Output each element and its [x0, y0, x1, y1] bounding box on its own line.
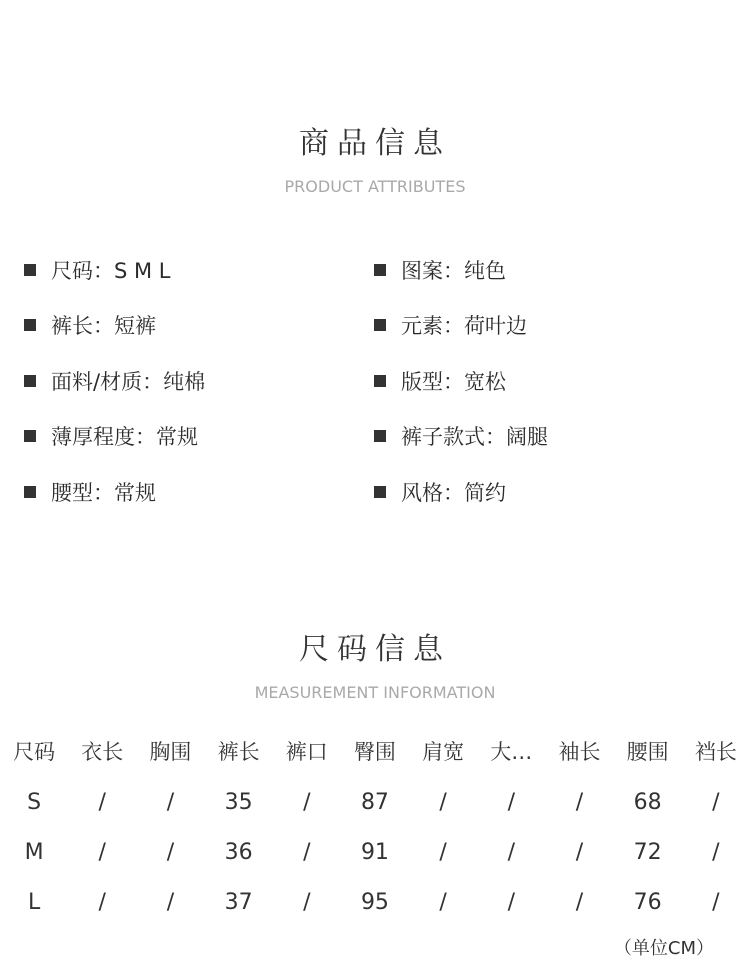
square-bullet-icon [24, 486, 36, 498]
table-cell: / [439, 889, 447, 915]
table-cell: 68 [633, 789, 662, 815]
table-cell: / [439, 789, 447, 815]
attribute-item [374, 409, 724, 465]
attribute-text: 尺码：S M L [51, 258, 171, 283]
table-cell: / [507, 889, 515, 915]
table-cell: / [712, 789, 720, 815]
table-row [0, 777, 750, 827]
table-cell: 76 [633, 889, 662, 915]
attribute-text: 腰型：常规 [51, 480, 156, 505]
table-cell: / [507, 839, 515, 865]
square-bullet-icon [374, 264, 386, 276]
header-cell: 裤口 [285, 740, 328, 764]
table-cell: 91 [360, 839, 389, 865]
table-cell: / [166, 839, 175, 865]
attribute-item [24, 409, 374, 465]
table-cell: / [575, 889, 584, 915]
attribute-item [374, 464, 724, 520]
header-cell: 肩宽 [422, 740, 465, 764]
attributes-list [24, 242, 734, 520]
attribute-item [374, 298, 724, 354]
square-bullet-icon [374, 375, 386, 387]
attribute-item [24, 242, 374, 298]
table-cell: / [98, 789, 106, 815]
table-cell: 95 [360, 889, 389, 915]
section-subtitle-attributes: PRODUCT ATTRIBUTES [284, 177, 466, 196]
header-cell: 尺码 [13, 740, 56, 764]
header-cell: 裆长 [694, 740, 737, 764]
table-cell: M [24, 839, 44, 865]
table-cell: / [98, 889, 106, 915]
square-bullet-icon [374, 319, 386, 331]
table-cell: 87 [360, 789, 389, 815]
section-title-attributes: 商品信息 [299, 126, 451, 161]
header-cell: 臀围 [353, 740, 396, 764]
attribute-item [24, 298, 374, 354]
size-table-header-row [0, 725, 750, 777]
table-cell: / [712, 889, 720, 915]
square-bullet-icon [374, 486, 386, 498]
attribute-item [374, 242, 724, 298]
header-cell: 衣长 [81, 740, 124, 764]
attribute-text: 面料/材质：纯棉 [51, 369, 206, 394]
attribute-text: 元素：荷叶边 [401, 314, 527, 339]
table-cell: / [439, 839, 447, 865]
attribute-text: 裤子款式：阔腿 [401, 425, 548, 450]
table-cell: L [27, 889, 41, 915]
table-cell: / [303, 889, 311, 915]
square-bullet-icon [374, 430, 386, 442]
table-row [0, 877, 750, 927]
attribute-item [374, 353, 724, 409]
attribute-text: 图案：纯色 [401, 258, 506, 283]
attribute-item [24, 353, 374, 409]
square-bullet-icon [24, 430, 36, 442]
table-cell: 72 [633, 839, 662, 865]
table-cell: 37 [224, 889, 253, 915]
header-cell: 腰围 [626, 740, 669, 764]
table-cell: / [575, 789, 584, 815]
header-cell: 大… [490, 740, 533, 764]
attribute-text: 版型：宽松 [401, 369, 506, 394]
table-cell: / [166, 889, 175, 915]
square-bullet-icon [24, 264, 36, 276]
attribute-text: 风格：简约 [401, 480, 506, 505]
table-cell: / [575, 839, 584, 865]
square-bullet-icon [24, 375, 36, 387]
attribute-text: 裤长：短裤 [51, 314, 156, 339]
size-table [0, 725, 750, 927]
table-cell: / [166, 789, 175, 815]
unit-note: （单位CM） [613, 938, 714, 959]
header-cell: 裤长 [217, 740, 260, 764]
table-row [0, 827, 750, 877]
table-cell: 36 [224, 839, 253, 865]
section-title-size: 尺码信息 [299, 632, 451, 667]
table-cell: 35 [224, 789, 253, 815]
attribute-item [24, 464, 374, 520]
table-cell: S [27, 789, 42, 815]
table-cell: / [507, 789, 515, 815]
header-cell: 胸围 [149, 740, 192, 764]
section-subtitle-size: MEASUREMENT INFORMATION [254, 683, 496, 702]
attribute-text: 薄厚程度：常规 [51, 425, 198, 450]
square-bullet-icon [24, 319, 36, 331]
table-cell: / [712, 839, 720, 865]
table-cell: / [98, 839, 106, 865]
table-cell: / [303, 839, 311, 865]
table-cell: / [303, 789, 311, 815]
header-cell: 袖长 [558, 740, 601, 764]
